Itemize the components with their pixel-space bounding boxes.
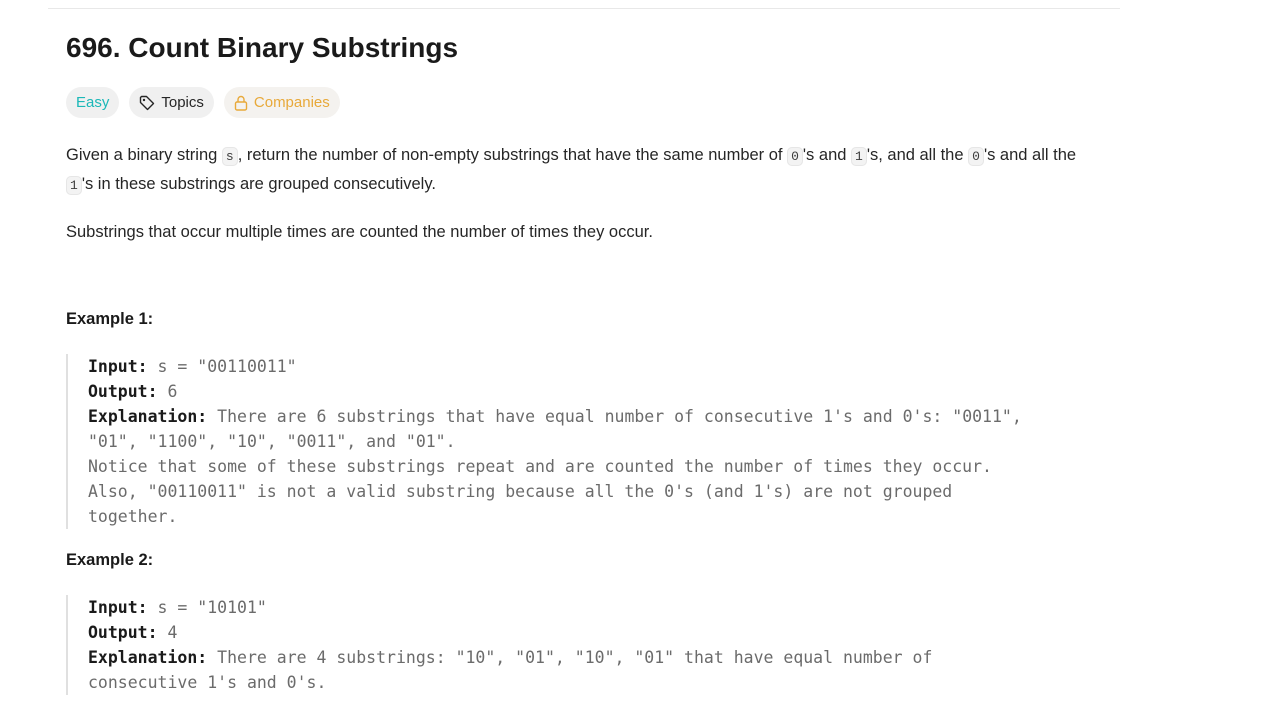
input-label: Input: [88, 598, 148, 617]
output-label: Output: [88, 623, 158, 642]
description-paragraph-2: Substrings that occur multiple times are counted the number of times they occur. [66, 223, 653, 241]
inline-code: 1 [66, 176, 82, 195]
input-label: Input: [88, 357, 148, 376]
inline-code: 1 [851, 147, 867, 166]
lock-icon [234, 95, 248, 111]
input-value: s = "10101" [147, 598, 267, 617]
output-value: 4 [157, 623, 178, 642]
inline-code: s [222, 147, 238, 166]
example-2-title: Example 2: [66, 551, 154, 569]
explanation-line: There are 6 substrings that have equal number of consecutive 1's and 0's: "0011", [207, 407, 1022, 426]
difficulty-badge[interactable] [66, 87, 119, 118]
problem-description [66, 28, 1106, 692]
description-paragraph: Given a binary string s , return the number of non-empty substrings that have the same number of 0 's and 1 's, and all the 0 's and all the 1 's in these substrings are grouped consecutively. [66, 146, 1077, 193]
output-label: Output: [88, 382, 158, 401]
example-1-title: Example 1: [66, 310, 154, 328]
top-divider [48, 8, 1120, 9]
input-value: s = "00110011" [147, 357, 297, 376]
tag-icon [139, 95, 155, 111]
tag-row [66, 87, 1106, 118]
companies-label: Companies [253, 94, 330, 111]
topics-label: Topics [161, 94, 204, 111]
inline-code: 0 [968, 147, 984, 166]
explanation-line: consecutive 1's and 0's. [88, 673, 327, 692]
difficulty-label: Easy [76, 94, 110, 111]
inline-code: 0 [787, 147, 803, 166]
explanation-line: together. [88, 507, 178, 526]
topics-button[interactable] [129, 87, 214, 118]
example-1-block [66, 354, 1022, 529]
problem-title: 696. Count Binary Substrings [66, 32, 459, 63]
explanation-label: Explanation: [88, 407, 208, 426]
companies-button[interactable] [224, 87, 340, 118]
example-2-block [66, 595, 932, 695]
explanation-line: "01", "1100", "10", "0011", and "01". [88, 432, 456, 451]
explanation-line: Also, "00110011" is not a valid substring because all the 0's (and 1's) are not grouped [88, 482, 953, 501]
explanation-line: Notice that some of these substrings repeat and are counted the number of times they occur. [88, 457, 992, 476]
explanation-label: Explanation: [88, 648, 208, 667]
output-value: 6 [157, 382, 178, 401]
explanation-line: There are 4 substrings: "10", "01", "10", "01" that have equal number of [207, 648, 933, 667]
